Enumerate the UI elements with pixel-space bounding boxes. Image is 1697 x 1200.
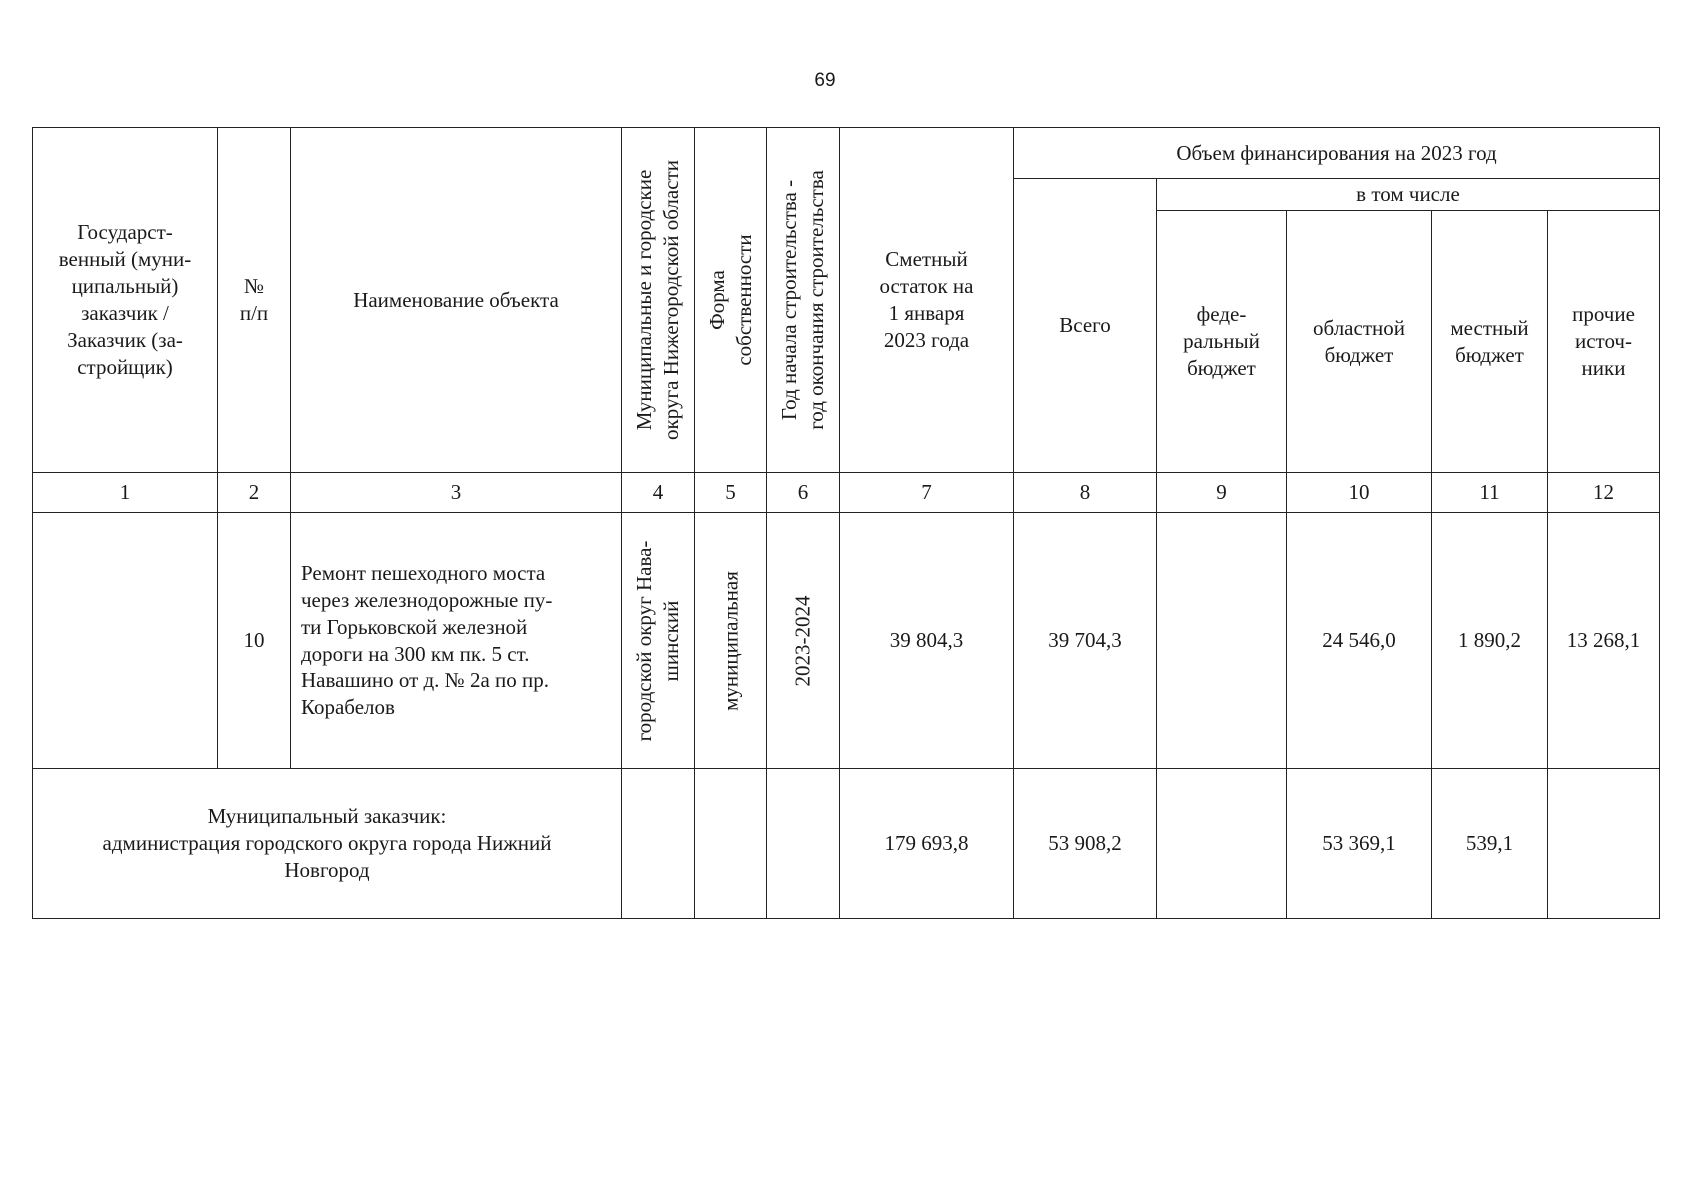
column-number: 10 [1287,473,1432,513]
header-object-name: Наименование объекта [291,128,622,473]
column-number: 2 [218,473,291,513]
row-regional: 24 546,0 [1287,513,1432,769]
header-total: Всего [1014,179,1157,473]
summary-municipality [622,769,695,919]
row-object-name: Ремонт пешеходного моста через железнодорожные пу- ти Горьковской железной дороги на 300 км пк. 5 ст. Навашино от д. № 2а по пр. Корабелов [291,513,622,769]
financing-table [32,127,1660,919]
header-number: № п/п [218,128,291,473]
summary-years [767,769,840,919]
page-number: 69 [814,70,836,91]
row-other: 13 268,1 [1548,513,1660,769]
row-number: 10 [218,513,291,769]
column-number: 4 [622,473,695,513]
summary-federal [1157,769,1287,919]
summary-row [33,769,1660,919]
column-number: 3 [291,473,622,513]
summary-estimate-balance: 179 693,8 [840,769,1014,919]
header-including: в том числе [1157,179,1660,211]
summary-label: Муниципальный заказчик: администрация городского округа города Нижний Новгород [33,769,622,919]
summary-local: 539,1 [1432,769,1548,919]
row-local: 1 890,2 [1432,513,1548,769]
row-estimate-balance: 39 804,3 [840,513,1014,769]
column-number: 5 [695,473,767,513]
column-number: 1 [33,473,218,513]
header-other: прочие источ- ники [1548,211,1660,473]
column-number: 11 [1432,473,1548,513]
summary-total: 53 908,2 [1014,769,1157,919]
header-federal: феде- ральный бюджет [1157,211,1287,473]
summary-regional: 53 369,1 [1287,769,1432,919]
summary-ownership [695,769,767,919]
column-number: 7 [840,473,1014,513]
row-years: 2023-2024 [767,513,840,769]
header-ownership: Форма собственности [695,128,767,473]
column-number: 9 [1157,473,1287,513]
row-federal [1157,513,1287,769]
table-row [33,513,1660,769]
header-local: местный бюджет [1432,211,1548,473]
column-number: 8 [1014,473,1157,513]
header-municipality: Муниципальные и городские округа Нижегородской области [622,128,695,473]
row-customer [33,513,218,769]
header-customer: Государст- венный (муни- ципальный) заказчик / Заказчик (за- стройщик) [33,128,218,473]
header-financing-title: Объем финансирования на 2023 год [1014,128,1660,179]
row-total: 39 704,3 [1014,513,1157,769]
header-estimate-balance: Сметный остаток на 1 января 2023 года [840,128,1014,473]
header-years: Год начала строительства - год окончания строительства [767,128,840,473]
header-row-1 [33,128,1660,179]
column-number: 12 [1548,473,1660,513]
header-regional: областной бюджет [1287,211,1432,473]
column-number: 6 [767,473,840,513]
column-numbers-row [33,473,1660,513]
summary-other [1548,769,1660,919]
row-municipality: городской округ Нава- шинский [622,513,695,769]
row-ownership: муниципальная [695,513,767,769]
